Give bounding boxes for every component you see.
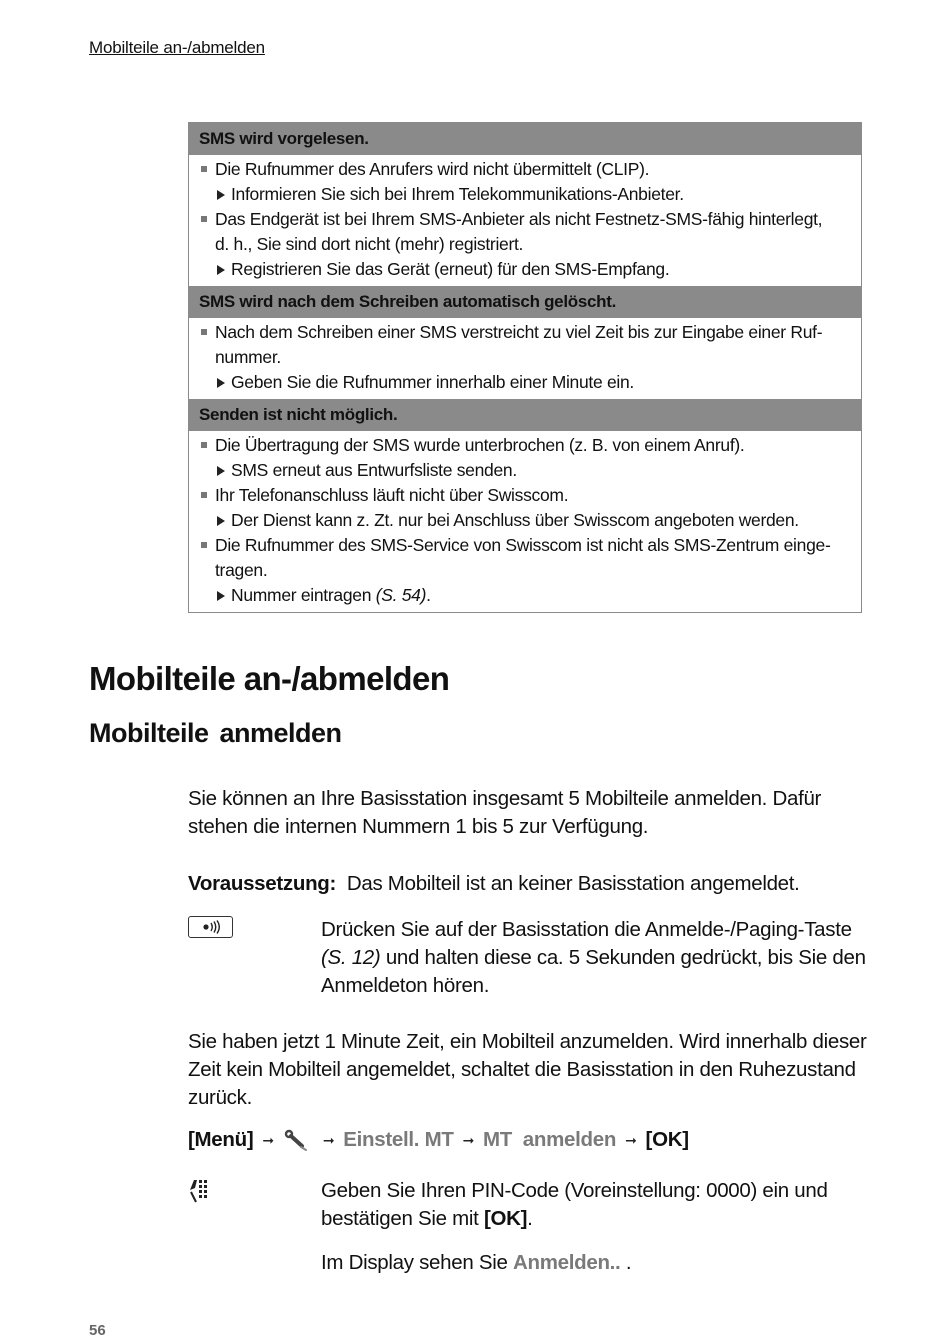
action-item: Registrieren Sie das Gerät (erneut) für den SMS-Empfang. (199, 257, 851, 282)
action-item: Geben Sie die Rufnummer innerhalb einer Minute ein. (199, 370, 851, 395)
action-item: Informieren Sie sich bei Ihrem Telekommunikations-Anbieter. (199, 182, 851, 207)
page-reference: (S. 54) (375, 585, 427, 605)
table-section-heading: Senden ist nicht möglich. (189, 399, 861, 431)
table-section-heading: SMS wird nach dem Schreiben automatisch gelöscht. (189, 286, 861, 318)
arrow-right-icon: ➞ (322, 1132, 335, 1148)
ok-softkey: [OK] (645, 1128, 689, 1151)
time-paragraph: Sie haben jetzt 1 Minute Zeit, ein Mobilteil anzumelden. Wird innerhalb dieser Zeit kein Mobilteil angemeldet, schaltet die Basisstation in den Ruhezustand zurück. (188, 1030, 867, 1109)
cause-item: Ihr Telefonanschluss läuft nicht über Swisscom. (199, 483, 851, 508)
action-item: Nummer eintragen (S. 54). (199, 583, 851, 608)
arrow-right-icon: ➞ (262, 1132, 274, 1148)
prerequisite (188, 870, 868, 898)
step-instruction: Drücken Sie auf der Basisstation die Anmelde-/Paging-Taste (S. 12) und halten diese ca. 5 Sekunden gedrückt, bis Sie den Anmeldeton hören. (321, 918, 866, 997)
chapter-heading: Mobilteile an-/abmelden (89, 660, 450, 697)
troubleshooting-table (188, 122, 862, 613)
display-hint: Im Display sehen Sie Anmelden.. . (321, 1251, 632, 1274)
menu-path (188, 1126, 689, 1154)
table-section-body (189, 318, 861, 399)
intro-paragraph: Sie können an Ihre Basisstation insgesamt 5 Mobilteile anmelden. Dafür stehen die internen Nummern 1 bis 5 zur Verfügung. (188, 787, 822, 838)
menu-item-register-handset: MT anmelden (483, 1128, 617, 1151)
menu-item-settings-handset: Einstell. MT (343, 1128, 454, 1151)
table-section-heading: SMS wird vorgelesen. (189, 123, 861, 155)
table-section-body (189, 155, 861, 286)
wrench-icon (283, 1129, 309, 1151)
cause-item: Die Rufnummer des SMS-Service von Swisscom ist nicht als SMS-Zentrum einge- tragen. (199, 533, 851, 583)
cause-item: Nach dem Schreiben einer SMS verstreicht zu viel Zeit bis zur Eingabe einer Ruf- nummer. (199, 320, 851, 370)
keypad-icon (188, 1178, 212, 1209)
ok-softkey: [OK] (483, 1207, 528, 1230)
cause-item: Das Endgerät ist bei Ihrem SMS-Anbieter als nicht Festnetz-SMS-fähig hinterlegt, d. h., Sie sind dort nicht (mehr) registriert. (199, 207, 851, 257)
action-item: Der Dienst kann z. Zt. nur bei Anschluss über Swisscom angeboten werden. (199, 508, 851, 533)
arrow-right-icon: ➞ (462, 1132, 475, 1148)
page-reference: (S. 12) (321, 946, 381, 969)
prerequisite-text: Das Mobilteil ist an keiner Basisstation angemeldet. (346, 872, 800, 895)
running-head: Mobilteile an-/abmelden (89, 38, 265, 57)
table-section-body (189, 431, 861, 612)
cause-item: Die Rufnummer des Anrufers wird nicht übermittelt (CLIP). (199, 157, 851, 182)
prerequisite-label: Voraussetzung: (188, 872, 337, 895)
display-text: Anmelden.. (512, 1251, 621, 1274)
section-heading: Mobilteile anmelden (89, 718, 342, 748)
page-number: 56 (89, 1322, 106, 1339)
arrow-right-icon: ➞ (625, 1132, 637, 1148)
menu-softkey: [Menü] (188, 1128, 254, 1151)
step-instruction: Geben Sie Ihren PIN-Code (Voreinstellung: 0000) ein und bestätigen Sie mit [OK]. (321, 1179, 828, 1230)
cause-item: Die Übertragung der SMS wurde unterbrochen (z. B. von einem Anruf). (199, 433, 851, 458)
action-item: SMS erneut aus Entwurfsliste senden. (199, 458, 851, 483)
paging-key-icon (188, 916, 233, 938)
